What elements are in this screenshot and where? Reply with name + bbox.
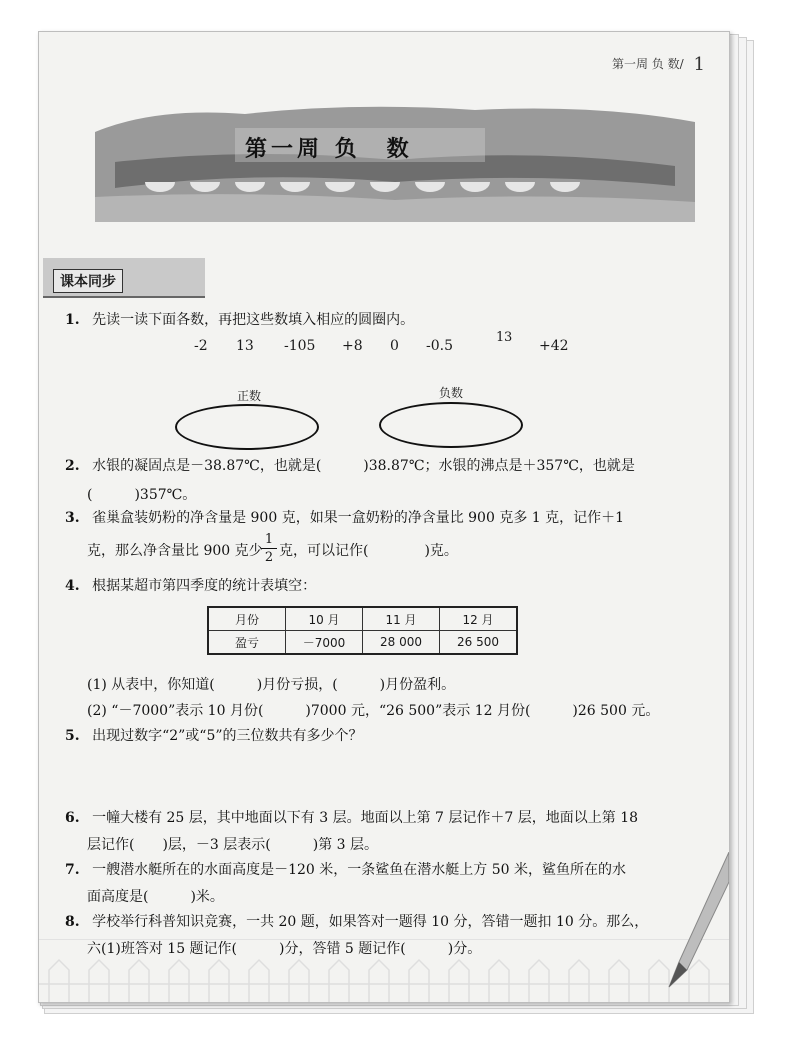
question-1 [65, 310, 414, 330]
running-title: 第一周 负 数/ [612, 57, 684, 71]
question-2 [65, 456, 635, 476]
number-item: 13 [236, 338, 254, 354]
fraction-numerator: 1 [496, 330, 505, 345]
table-header-cell: 11 月 [363, 607, 440, 631]
table-cell: 26 500 [440, 631, 518, 655]
question-text: 先读一读下面各数，再把这些数填入相应的圆圈内。 [92, 312, 415, 328]
section-tab [43, 258, 205, 298]
table-row [208, 607, 517, 631]
question-6-line-2: 层记作( )层，－3 层表示( )第 3 层。 [87, 837, 379, 853]
question-text: 出现过数字“2”或“5”的三位数共有多少个？ [92, 728, 363, 744]
question-3 [65, 508, 624, 528]
number-item: -105 [284, 338, 316, 354]
question-3-line-2b: 克，可以记作( )克。 [279, 543, 458, 559]
table-header-cell: 月份 [208, 607, 286, 631]
negative-label: 负数 [439, 386, 464, 400]
question-5 [65, 726, 363, 746]
table-cell: 盈亏 [208, 631, 286, 655]
question-number: 8. [65, 914, 80, 930]
number-item: 0 [390, 338, 399, 354]
question-number: 7. [65, 862, 80, 878]
question-text: 雀巢盒装奶粉的净含量是 900 克，如果一盒奶粉的净含量比 900 克多 1 克，记作＋1 [92, 510, 625, 526]
number-item: +8 [342, 338, 363, 354]
section-label: 课本同步 [53, 269, 123, 293]
chapter-title: 第一周 负 数 [245, 137, 413, 162]
question-2-line-2: ( )357℃。 [87, 487, 197, 503]
question-4 [65, 576, 316, 596]
question-7 [65, 860, 626, 880]
question-number: 2. [65, 458, 80, 474]
question-text: 学校举行科普知识竞赛，一共 20 题，如果答对一题得 10 分，答错一题扣 10 分。那么， [92, 914, 649, 930]
question-number: 5. [65, 728, 80, 744]
table-header-cell: 12 月 [440, 607, 518, 631]
question-number: 3. [65, 510, 80, 526]
positive-label: 正数 [237, 389, 262, 403]
workbook-page [38, 31, 730, 1003]
positive-circle[interactable] [175, 404, 319, 450]
question-text: 根据某超市第四季度的统计表填空： [92, 578, 317, 594]
table-row [208, 631, 517, 655]
question-text: 一幢大楼有 25 层，其中地面以下有 3 层。地面以上第 7 层记作＋7 层，地面以上第 18 [92, 810, 639, 826]
fraction-bar [261, 548, 277, 549]
number-item: +42 [539, 338, 569, 354]
chapter-banner [95, 102, 695, 222]
fence-decoration [39, 939, 729, 1002]
number-item: -0.5 [426, 338, 453, 354]
question-3-line-2a: 克，那么净含量比 900 克少 [87, 543, 263, 559]
fraction-denominator: 2 [264, 550, 274, 565]
fraction-one-half [261, 532, 277, 565]
table-header-cell: 10 月 [286, 607, 363, 631]
question-number: 4. [65, 578, 80, 594]
statistics-table [207, 606, 518, 655]
question-7-line-2: 面高度是( )米。 [87, 889, 224, 905]
page-number: 1 [693, 54, 705, 75]
question-4-sub-1: (1) 从表中，你知道( )月份亏损，( )月份盈利。 [87, 677, 456, 693]
question-text: 一艘潜水艇所在的水面高度是－120 米，一条鲨鱼在潜水艇上方 50 米，鲨鱼所在的水 [92, 862, 626, 878]
running-header [612, 54, 705, 75]
question-text: 水银的凝固点是－38.87℃，也就是( )38.87℃；水银的沸点是＋357℃，也就是 [92, 458, 635, 474]
question-6 [65, 808, 638, 828]
table-cell: 28 000 [363, 631, 440, 655]
pencil-decoration [659, 852, 729, 992]
question-4-sub-2: (2) “－7000”表示 10 月份( )7000 元，“26 500”表示 12 月份( )26 500 元。 [87, 703, 660, 719]
fraction-denominator: 3 [504, 330, 513, 345]
question-8 [65, 912, 648, 932]
number-item: -2 [194, 338, 208, 354]
question-number: 6. [65, 810, 80, 826]
fraction-numerator: 1 [264, 532, 274, 547]
negative-circle[interactable] [379, 402, 523, 448]
question-8-line-2: 六(1)班答对 15 题记作( )分，答错 5 题记作( )分。 [87, 941, 482, 957]
table-cell: －7000 [286, 631, 363, 655]
question-number: 1. [65, 312, 80, 328]
